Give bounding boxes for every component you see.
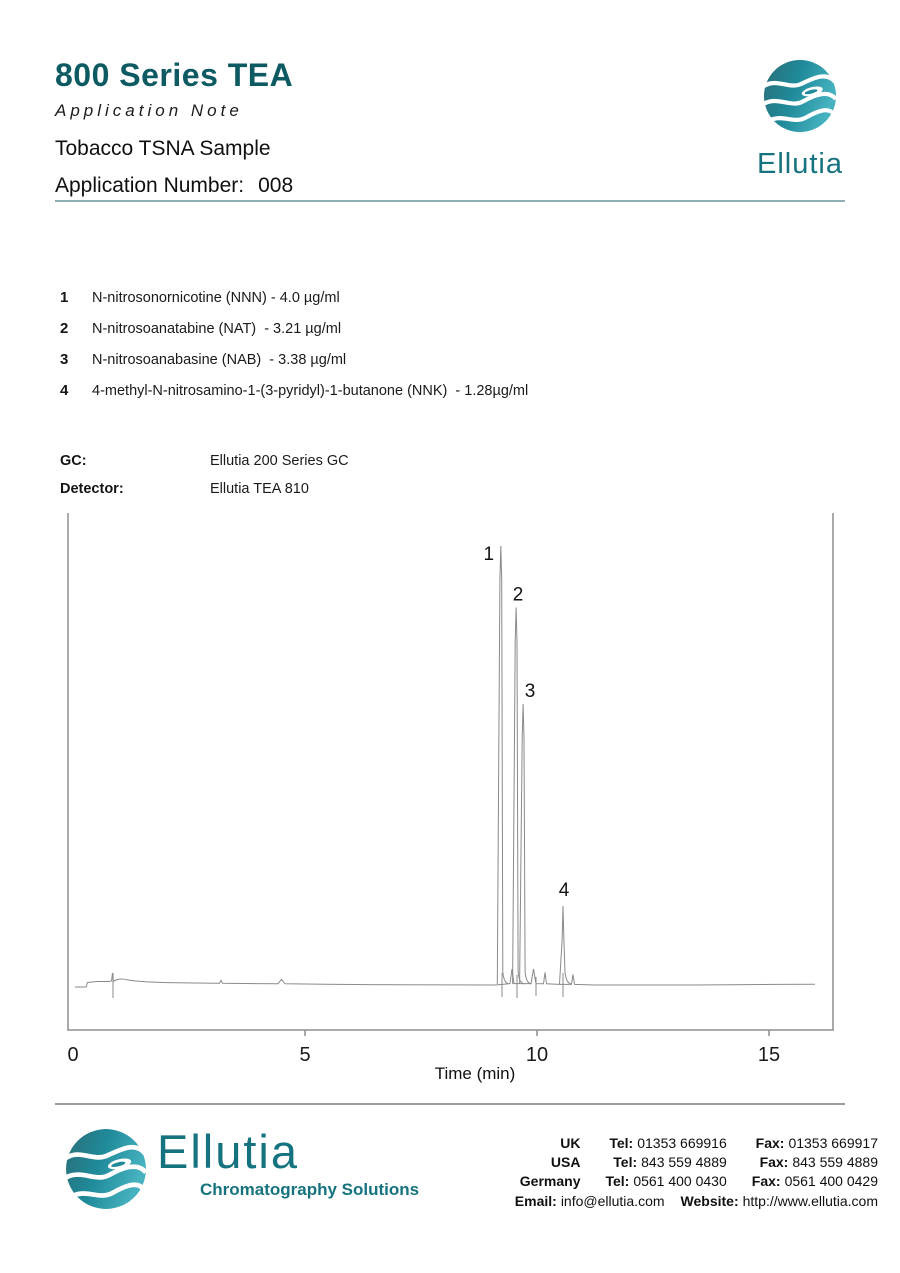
tel-label: Tel: [613, 1154, 638, 1170]
application-number [55, 174, 293, 198]
list-item [60, 382, 700, 399]
footer-logo-text: Ellutia [157, 1125, 300, 1178]
gc-label: GC: [60, 453, 87, 469]
contact-fax [752, 1174, 878, 1189]
peak-label-4: 4 [558, 880, 570, 901]
footer-logo-tagline: Chromatography Solutions [200, 1180, 420, 1199]
contact-tel [613, 1155, 727, 1170]
fax-value: 01353 669917 [788, 1135, 878, 1151]
contact-tel [609, 1136, 726, 1151]
contact-tel [605, 1174, 726, 1189]
fax-value: 843 559 4889 [792, 1154, 878, 1170]
fax-label: Fax: [755, 1135, 785, 1151]
fax-label: Fax: [759, 1154, 789, 1170]
application-number-value: 008 [258, 174, 294, 197]
fax-label: Fax: [751, 1173, 781, 1189]
list-item [60, 351, 700, 368]
instrument-info [60, 453, 349, 509]
sample-title: Tobacco TSNA Sample [55, 137, 271, 160]
compound-number: 3 [60, 351, 69, 368]
x-tick-label: 15 [757, 1044, 781, 1066]
chromatogram-svg [55, 505, 845, 1095]
email-value: info@ellutia.com [560, 1193, 665, 1209]
tel-label: Tel: [605, 1173, 630, 1189]
contact-region: UK [560, 1135, 581, 1151]
compound-description: N-nitrosoanatabine (NAT) - 3.21 µg/ml [92, 321, 342, 337]
contact-fax [756, 1136, 878, 1151]
detector-label: Detector: [60, 481, 124, 497]
page-subtitle: Application Note [55, 101, 243, 120]
contact-email-website [515, 1194, 878, 1209]
ellutia-globe-icon [754, 50, 846, 142]
tel-value: 0561 400 0430 [633, 1173, 727, 1189]
contact-info [515, 1136, 878, 1209]
x-tick-label: 10 [525, 1044, 549, 1066]
compound-number: 2 [60, 320, 69, 337]
contact-grid [515, 1136, 878, 1189]
x-tick-label: 5 [299, 1044, 311, 1066]
peak-1 [497, 546, 509, 984]
x-axis-title: Time (min) [434, 1064, 516, 1083]
website-label: Website: [680, 1193, 739, 1209]
ellutia-globe-icon [55, 1116, 157, 1222]
baseline-trace [75, 969, 815, 987]
compound-number: 4 [60, 382, 69, 399]
header-divider [55, 200, 845, 202]
compound-list [60, 289, 700, 413]
peak-3 [520, 704, 532, 984]
application-number-label: Application Number: [55, 174, 245, 197]
header-logo-text: Ellutia [757, 148, 843, 180]
fax-value: 0561 400 0429 [784, 1173, 878, 1189]
website-value: http://www.ellutia.com [742, 1193, 878, 1209]
email-label: Email: [514, 1193, 557, 1209]
retention-markers [113, 973, 563, 998]
compound-description: 4-methyl-N-nitrosamino-1-(3-pyridyl)-1-butanone (NNK) - 1.28µg/ml [92, 383, 529, 399]
footer-divider [55, 1103, 845, 1105]
tel-value: 01353 669916 [637, 1135, 727, 1151]
peak-2 [513, 608, 525, 985]
x-tick-label: 0 [67, 1044, 79, 1066]
tel-value: 843 559 4889 [641, 1154, 727, 1170]
gc-value: Ellutia 200 Series GC [210, 453, 349, 469]
list-item [60, 320, 700, 337]
header [55, 58, 293, 198]
compound-number: 1 [60, 289, 69, 306]
detector-value: Ellutia TEA 810 [210, 481, 309, 497]
tel-label: Tel: [609, 1135, 634, 1151]
compound-description: N-nitrosonornicotine (NNN) - 4.0 µg/ml [92, 290, 340, 306]
peak-label-1: 1 [483, 544, 495, 565]
peak-label-2: 2 [512, 584, 524, 606]
peak-4 [560, 906, 572, 984]
peak-label-3: 3 [524, 681, 536, 702]
list-item [60, 289, 700, 306]
contact-fax [760, 1155, 878, 1170]
contact-region: USA [550, 1154, 581, 1170]
header-logo [744, 50, 856, 181]
page-title: 800 Series TEA [55, 57, 294, 93]
contact-region: Germany [519, 1173, 581, 1189]
detector-row [60, 481, 349, 497]
gc-row [60, 453, 349, 469]
compound-description: N-nitrosoanabasine (NAB) - 3.38 µg/ml [92, 352, 347, 368]
